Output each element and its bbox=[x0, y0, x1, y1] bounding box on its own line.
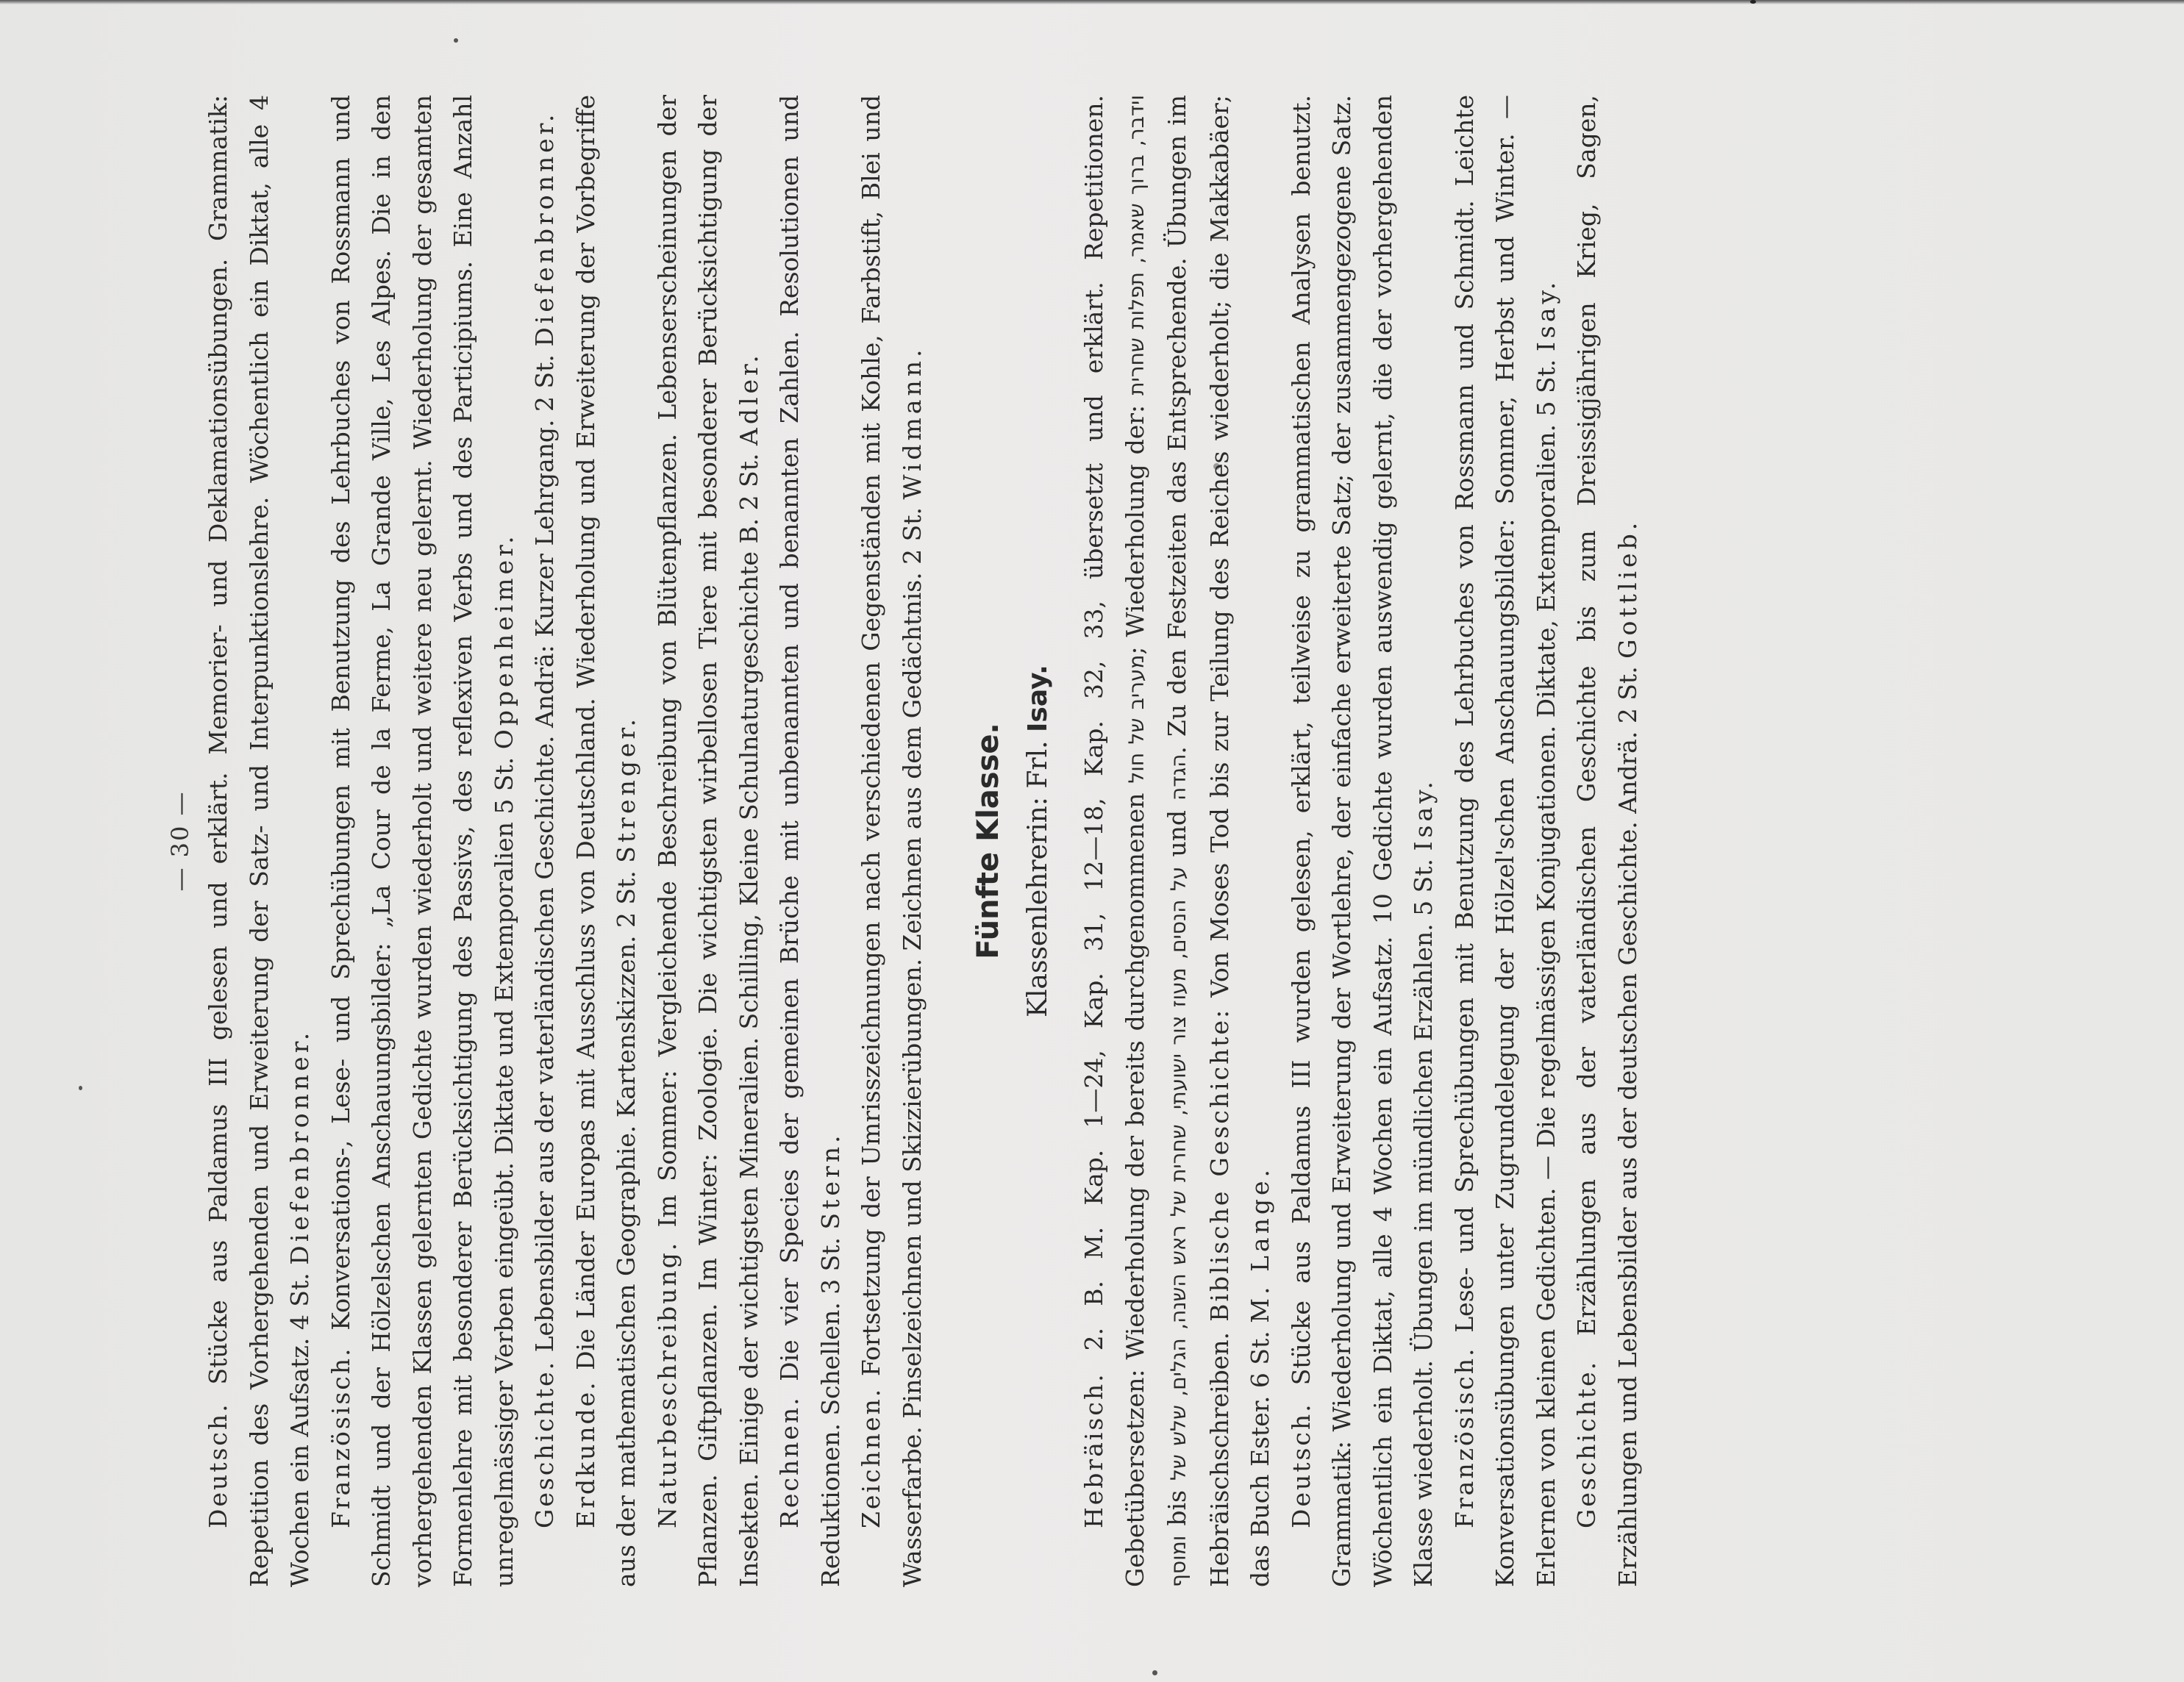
teacher-name: Oppenheimer. bbox=[489, 532, 518, 750]
paragraph-text: Stücke aus Paldamus III gelesen und erklärt. Memorier- und Deklamationsübungen. Grammatik: Repetition des Vorhergehenden und Erweiterung der Satz- und Interpunktionslehre. Wöchentlich ein Diktat, alle 4 Wochen ein Aufsatz. 4 St. bbox=[204, 94, 314, 1587]
subject-label: Hebräisch. bbox=[1079, 1372, 1108, 1528]
dust-speck bbox=[1750, 0, 1756, 4]
paragraph-geschichte bbox=[524, 95, 565, 1587]
rotated-page bbox=[165, 54, 2019, 1628]
hebrew-text: וידבר, ברוך שאמר, תפלות שחרית ומוסף bbox=[1124, 95, 1191, 1587]
subject-label: Rechnen. bbox=[775, 1395, 804, 1528]
paragraph-deutsch-5 bbox=[1281, 95, 1444, 1587]
subject-label: Zeichnen. bbox=[857, 1386, 885, 1528]
paragraph-text: Die vier Species der gemeinen Brüche mit unbenannten und benannten Zahlen. Resolutionen und Reduktionen. Schellen. 3 St. bbox=[775, 95, 845, 1587]
subject-label: Französisch. bbox=[326, 1346, 355, 1528]
page-number: — 30 — bbox=[166, 790, 194, 892]
hebrew-text: הגדה bbox=[1166, 754, 1191, 801]
teacher-name: Isay. bbox=[1409, 778, 1438, 851]
paragraph-erdkunde bbox=[565, 95, 647, 1587]
paragraph-text: Die Länder Europas mit Ausschluss von Deutschland. Wiederholung und Erweiterung der Vorbegriffe aus der mathematischen Geographie. Kartenskizzen. 2 St. bbox=[571, 95, 640, 1587]
teacher-name: Stern. bbox=[816, 1131, 845, 1230]
teacher-name: Gottlieb. bbox=[1613, 518, 1642, 659]
paragraph-text: Von Moses Tod bis zur Teilung des Reiches wiederholt; die Makkabäer; das Buch Ester. 6 St. bbox=[1205, 95, 1274, 1587]
paragraph-text: Lese- und Sprechübungen mit Benutzung des Lehrbuches von Rossmann und Schmidt. Leichte Konversationsübungen unter Zugrundelegung der Hölzel'schen Anschauungsbilder: Sommer, Herbst und Winter. — Erlernen von kleinen Gedichten. — Die regelmässigen Konjugationen. Diktate, Extemporalien. 5 St. bbox=[1449, 95, 1560, 1587]
teacher-name: M. Lange. bbox=[1246, 1165, 1274, 1323]
subject-label: Biblische Geschichte: bbox=[1205, 1007, 1234, 1322]
dust-speck bbox=[79, 1086, 82, 1090]
subject-label: Geschichte. bbox=[530, 1359, 559, 1528]
paragraph-rechnen bbox=[769, 95, 851, 1587]
paragraph-text: Im Sommer: Vergleichende Beschreibung von Blütenpflanzen. Lebenserscheinungen der Pflanzen. Giftpflanzen. Im Winter: Zoologie. Die wichtigsten wirbellosen Tiere mit besonderer Berücksichtigung der Insekten. Einige der wichtigsten Mineralien. Schilling, Kleine Schulnaturgeschichte B. 2 St. bbox=[652, 95, 763, 1587]
paragraph-text: Stücke aus Paldamus III wurden gelesen, erklärt, teilweise zu grammatischen Analysen benutzt. Grammatik: Wiederholung und Erweiterung der Wortlehre, der einfache erweiterte Satz; der zusammengezogene Satz. Wöchentlich ein Diktat, alle 4 Wochen ein Aufsatz. 10 Gedichte wurden auswendig gelernt, die der vorhergehenden Klasse wiederholt. Übungen im mündlichen Erzählen. 5 St. bbox=[1286, 95, 1438, 1587]
dust-speck bbox=[454, 38, 458, 43]
paragraph-text: . Zu den Festzeiten das Entsprechende. Übungen im Hebräischschreiben. bbox=[1163, 95, 1234, 1587]
paragraph-deutsch bbox=[198, 95, 321, 1587]
paragraph-text: und bbox=[1163, 810, 1191, 857]
class-teacher-line bbox=[1018, 95, 1059, 1587]
paragraph-text: ; Wiederholung der: bbox=[1120, 404, 1149, 655]
hebrew-text: על הנסים, מעוז צור ישועתי, שחרית של ראש השנה, הגלים, שלש של bbox=[1166, 866, 1191, 1481]
teacher-name: Widmann. bbox=[897, 346, 927, 500]
paragraph-geschichte-5 bbox=[1566, 95, 1648, 1587]
teacher-name: Diefenbronner. bbox=[530, 110, 559, 347]
hebrew-text: מעריב של חול bbox=[1124, 654, 1149, 784]
subject-label: Naturbeschreibung. bbox=[652, 1240, 682, 1528]
paragraph-text: Lebensbilder aus der vaterländischen Geschichte. Andrä: Kurzer Lehrgang. 2 St. bbox=[530, 354, 559, 1353]
subject-label: Französisch. bbox=[1449, 1346, 1479, 1528]
class-teacher-label: Klassenlehrerin: Frl. bbox=[1023, 740, 1053, 1017]
paragraph-text: bis bbox=[1163, 1490, 1191, 1526]
subject-label: Deutsch. bbox=[1286, 1402, 1316, 1528]
class-teacher-name: Isay. bbox=[1023, 665, 1053, 732]
dust-speck bbox=[1152, 1670, 1157, 1675]
teacher-name: Adler. bbox=[734, 351, 763, 445]
subject-label: Geschichte. bbox=[1572, 1359, 1601, 1528]
paragraph-text: Erzählungen aus der vaterländischen Geschichte bis zum Dreissigjährigen Krieg, Sagen, Erzählungen und Lebensbilder aus der deutschen Geschichte. Andrä. 2 St. bbox=[1572, 95, 1642, 1587]
paragraph-franzoesisch bbox=[321, 95, 525, 1587]
scan-top-edge bbox=[0, 0, 2184, 4]
teacher-name: Strenger. bbox=[612, 715, 640, 863]
subject-label: Erdkunde. bbox=[571, 1380, 600, 1528]
teacher-name: Diefenbronner. bbox=[285, 1028, 314, 1265]
paragraph-hebraeisch bbox=[1074, 95, 1281, 1587]
paragraph-text: Konversations-, Lese- und Sprechübungen mit Benutzung des Lehrbuches von Rossmann und Schmidt und der Hölzelschen Anschauungsbilder: „La Cour de la Ferme, La Grande Ville, Les Alpes. Die in den vorhergehenden Klassen gelernten Gedichte wurden wiederholt und weitere neu gelernt. Wiederholung der gesamten Formenlehre mit besonderer Berücksichtigung des Passivs, des reflexiven Verbs und des Participiums. Eine Anzahl unregelmässiger Verben eingeübt. Diktate und Extemporalien 5 St. bbox=[326, 95, 518, 1587]
paragraph-naturbeschreibung bbox=[647, 95, 770, 1587]
section-heading: Fünfte Klasse. bbox=[971, 723, 1005, 959]
paragraph-franzoesisch-5 bbox=[1444, 95, 1567, 1587]
paragraph-text: Fortsetzung der Umrisszeichnungen nach verschiedenen Gegenständen mit Kohle, Farbstift, Blei und Wasserfarbe. Pinselzeichnen und Skizzierübungen. Zeichnen aus dem Gedächtnis. 2 St. bbox=[857, 95, 927, 1587]
paragraph-text: 2. B. M. Kap. 1—24, Kap. 31, 12—18, Kap. 32, 33, übersetzt und erklärt. Repetitionen. Gebetübersetzen: Wiederholung der bereits durchgenommenen bbox=[1079, 95, 1149, 1587]
subject-label: Deutsch. bbox=[204, 1402, 232, 1528]
paragraph-zeichnen bbox=[851, 95, 932, 1587]
teacher-name: Isay. bbox=[1531, 278, 1560, 352]
